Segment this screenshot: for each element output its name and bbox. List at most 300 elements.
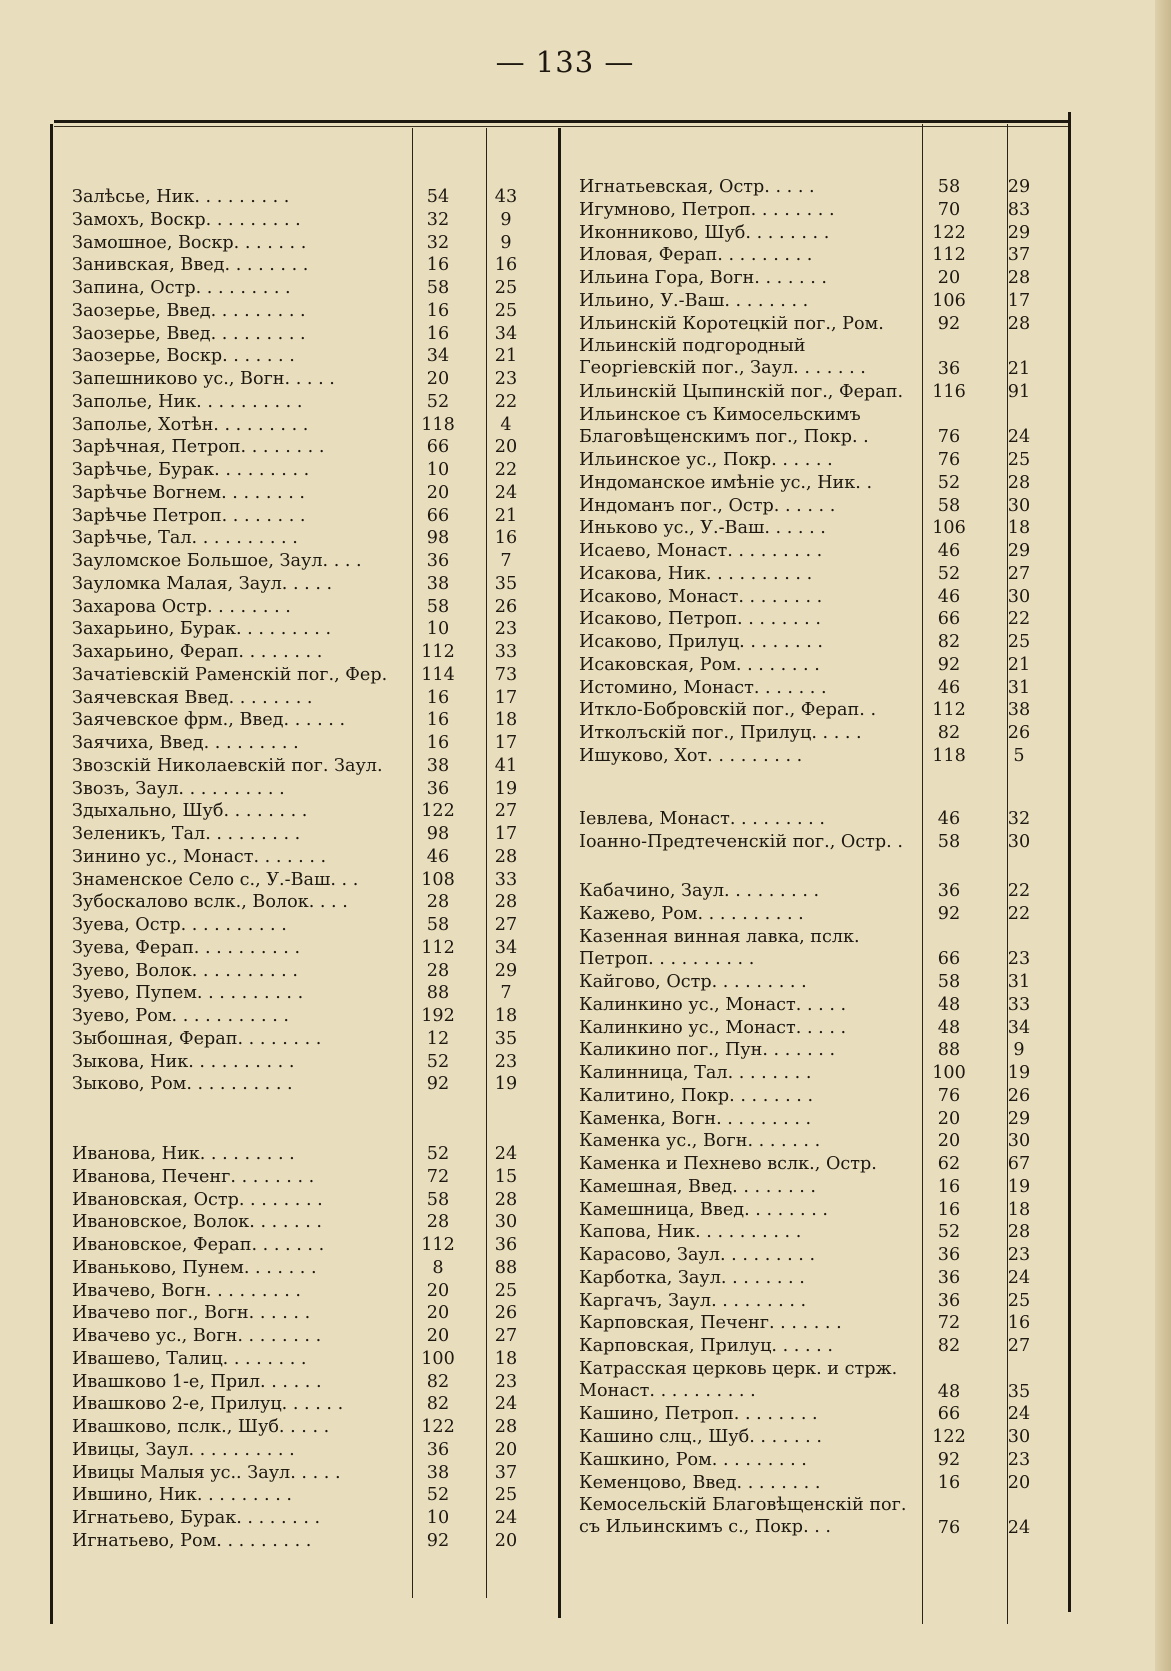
entry-number: 38 [1007, 700, 1031, 721]
page-reference: 36 [426, 1439, 450, 1460]
page-reference: 58 [426, 915, 450, 935]
place-name: Зарѣчье, Тал. . . . . . . . . . [72, 528, 298, 549]
place-name: Іевлева, Монаст. . . . . . . . . [579, 809, 825, 829]
page-reference: 36 [937, 1267, 961, 1288]
entry-number: 27 [1007, 1336, 1031, 1356]
entry-number: 17 [494, 733, 518, 753]
index-entry [72, 937, 522, 960]
entry-number: 22 [1007, 609, 1031, 630]
entry-number: 37 [1007, 245, 1031, 266]
place-name: Исаково, Петроп. . . . . . . . [579, 609, 821, 630]
page-reference: 38 [426, 573, 450, 594]
index-entry [72, 232, 522, 255]
page-reference: 10 [426, 460, 450, 480]
index-entry [72, 846, 522, 869]
place-name: Зуева, Ферап. . . . . . . . . . [72, 937, 301, 958]
entry-number: 28 [1007, 472, 1031, 493]
index-entry [72, 1484, 522, 1507]
place-name: Ивицы Малыя ус.. Заул. . . . . [72, 1462, 341, 1483]
place-name: Иванова, Печенг. . . . . . . . [72, 1166, 315, 1187]
index-entry [72, 527, 522, 550]
index-entry [579, 267, 1059, 290]
place-name: Калитино, Покр. . . . . . . . [579, 1085, 814, 1106]
left-border-rule [50, 124, 53, 1624]
entry-number: 22 [1007, 903, 1031, 924]
index-entry [72, 1211, 522, 1234]
index-entry [579, 290, 1059, 313]
entry-number: 18 [494, 1006, 518, 1026]
place-name: Зубоскалово вслк., Волок. . . . [72, 892, 348, 913]
index-entry [72, 345, 522, 368]
index-entry [72, 1005, 522, 1028]
index-entry [579, 1472, 1059, 1495]
page-reference: 36 [937, 359, 961, 379]
place-name: Индоманъ пог., Остр. . . . . . [579, 495, 836, 516]
index-entry [579, 1494, 1059, 1540]
index-entry [579, 1426, 1059, 1449]
page-reference: 32 [426, 209, 450, 230]
header-rule [54, 120, 1070, 123]
index-entry [579, 1403, 1059, 1426]
entry-number: 24 [494, 482, 518, 503]
entry-number: 23 [1007, 1449, 1031, 1470]
index-entry [72, 755, 522, 778]
index-entry [579, 404, 1059, 450]
place-name: Ишуково, Хот. . . . . . . . . [579, 745, 803, 766]
page-reference: 122 [932, 222, 966, 243]
place-name: Исаковская, Ром. . . . . . . . [579, 654, 820, 675]
entry-number: 16 [1007, 1313, 1031, 1334]
index-entry [579, 176, 1059, 199]
index-entry [72, 869, 522, 892]
index-entry [579, 1017, 1059, 1040]
place-name: Карботка, Заул. . . . . . . . [579, 1267, 805, 1288]
page-reference: 16 [426, 733, 450, 753]
place-name: Заполье, Хотѣн. . . . . . . . . [72, 414, 309, 435]
entry-number: 35 [494, 1028, 518, 1049]
place-name: Зарѣчье, Бурак. . . . . . . . . [72, 460, 310, 480]
place-name: Ильина Гора, Вогн. . . . . . . [579, 268, 827, 288]
page-reference: 10 [426, 1508, 450, 1528]
page-reference: 58 [937, 972, 961, 992]
entry-number: 26 [494, 1303, 518, 1324]
entry-number: 91 [1007, 381, 1031, 402]
entry-number: 23 [494, 1051, 518, 1072]
index-entry [72, 391, 522, 414]
index-entry [72, 573, 522, 596]
page-reference: 16 [426, 687, 450, 708]
entry-number: 25 [1007, 632, 1031, 652]
page-reference: 92 [426, 1074, 450, 1095]
entry-number: 22 [494, 391, 518, 412]
place-name: Калинкино ус., Монаст. . . . . [579, 994, 847, 1015]
index-entry [579, 244, 1059, 267]
index-entry [72, 641, 522, 664]
entry-number: 33 [494, 642, 518, 662]
entry-number: 5 [1013, 745, 1025, 766]
entry-number: 41 [494, 755, 518, 776]
place-name: Ившино, Ник. . . . . . . . . [72, 1485, 292, 1506]
entry-number: 18 [1007, 1199, 1031, 1220]
place-name: Захарьино, Бурак. . . . . . . . . [72, 619, 332, 640]
page-reference: 62 [937, 1154, 961, 1174]
index-entry [72, 982, 522, 1005]
index-entry [579, 540, 1059, 563]
page-reference: 38 [426, 755, 450, 776]
page-reference: 52 [937, 1222, 961, 1243]
page-reference: 20 [426, 1280, 450, 1301]
index-entry [72, 1257, 522, 1280]
entry-number: 21 [494, 505, 518, 526]
page-reference: 106 [932, 518, 966, 539]
entry-number: 23 [494, 369, 518, 389]
index-entry [579, 1176, 1059, 1199]
page-reference: 58 [426, 278, 450, 298]
place-name: Камешница, Введ. . . . . . . . [579, 1199, 828, 1220]
page-reference: 32 [426, 232, 450, 253]
entry-number: 22 [494, 460, 518, 480]
entry-number: 28 [494, 892, 518, 913]
index-entry [579, 1221, 1059, 1244]
index-entry [72, 1348, 522, 1371]
place-name: Индоманское имѣніе ус., Ник. . [579, 472, 873, 493]
place-name: Ильино, У.-Ваш. . . . . . . . [579, 290, 809, 311]
page-reference: 118 [421, 414, 455, 435]
place-name: Заозерье, Введ. . . . . . . . . [72, 323, 306, 344]
index-entry [579, 994, 1059, 1017]
page-reference: 46 [426, 846, 450, 867]
place-name: Игнатьево, Ром. . . . . . . . . [72, 1530, 312, 1551]
index-entry [579, 831, 1059, 854]
page-reference: 58 [937, 831, 961, 852]
page-reference: 76 [937, 427, 961, 448]
page-number: — 133 — [495, 45, 635, 79]
entry-number: 17 [494, 687, 518, 708]
index-entry [72, 277, 522, 300]
entry-number: 25 [1007, 1290, 1031, 1311]
entry-number: 34 [494, 323, 518, 344]
page-reference: 76 [937, 1518, 961, 1538]
place-name: Каменка ус., Вогн. . . . . . . [579, 1131, 821, 1152]
entry-number: 30 [494, 1212, 518, 1233]
entry-number: 19 [494, 778, 518, 799]
page-reference: 36 [426, 778, 450, 799]
page-reference: 58 [426, 1189, 450, 1210]
index-entry [579, 586, 1059, 609]
page-reference: 8 [432, 1257, 444, 1278]
place-name: Звозъ, Заул. . . . . . . . . . [72, 778, 285, 799]
index-entry [72, 1462, 522, 1485]
entry-number: 29 [1007, 177, 1031, 197]
right-border-rule [1068, 112, 1071, 1612]
entry-number: 29 [494, 960, 518, 981]
page-reference: 72 [937, 1313, 961, 1334]
page-reference: 88 [937, 1040, 961, 1061]
page-reference: 20 [937, 1131, 961, 1152]
place-name: Занивская, Введ. . . . . . . . [72, 255, 309, 276]
page-reference: 76 [937, 1085, 961, 1106]
page-reference: 36 [937, 881, 961, 901]
page-reference: 112 [421, 937, 455, 958]
entry-number: 33 [1007, 994, 1031, 1015]
place-name: Кайгово, Остр. . . . . . . . . [579, 972, 807, 992]
index-entry [72, 618, 522, 641]
page-reference: 20 [937, 268, 961, 288]
entry-number: 20 [494, 437, 518, 458]
place-name: Карповская, Печенг. . . . . . . [579, 1313, 842, 1334]
entry-number: 25 [494, 1485, 518, 1506]
page-reference: 46 [937, 677, 961, 698]
place-name: Ивашково, пслк., Шуб. . . . . [72, 1417, 330, 1437]
entry-number: 16 [494, 255, 518, 276]
entry-number: 26 [1007, 723, 1031, 743]
place-name: Игумново, Петроп. . . . . . . . [579, 199, 835, 220]
index-entry [72, 209, 522, 232]
page-reference: 16 [937, 1176, 961, 1197]
entry-number: 30 [1007, 586, 1031, 607]
place-name: Ивачево пог., Вогн. . . . . . [72, 1303, 311, 1324]
page-reference: 48 [937, 1381, 961, 1402]
index-entry [579, 1039, 1059, 1062]
entry-number: 83 [1007, 199, 1031, 220]
page-reference: 82 [937, 632, 961, 652]
entry-number: 30 [1007, 831, 1031, 852]
place-name: Карповская, Прилуц. . . . . . [579, 1336, 833, 1356]
entry-number: 9 [1013, 1040, 1025, 1061]
entry-number: 27 [494, 915, 518, 935]
place-name: Кашино, Петроп. . . . . . . . [579, 1404, 818, 1425]
entry-number: 20 [494, 1439, 518, 1460]
place-name: Заячевская Введ. . . . . . . . [72, 687, 313, 708]
page-reference: 52 [426, 1485, 450, 1506]
index-entry [72, 709, 522, 732]
entry-number: 16 [494, 528, 518, 549]
page-reference: 16 [426, 323, 450, 344]
index-entry [72, 550, 522, 573]
index-entry [579, 608, 1059, 631]
entry-number: 88 [494, 1257, 518, 1278]
place-name: Ивачево ус., Вогн. . . . . . . . [72, 1326, 322, 1346]
page-reference: 88 [426, 983, 450, 1004]
entry-number: 27 [1007, 563, 1031, 584]
index-entry [579, 699, 1059, 722]
index-entry [72, 1280, 522, 1303]
place-name: Кабачино, Заул. . . . . . . . . [579, 881, 820, 901]
entry-number: 24 [1007, 1404, 1031, 1425]
place-name: Каргачъ, Заул. . . . . . . . . [579, 1290, 807, 1311]
place-name: Истомино, Монаст. . . . . . . [579, 677, 827, 698]
place-name: Иньково ус., У.-Ваш. . . . . . [579, 518, 826, 539]
place-name: Залѣсье, Ник. . . . . . . . . [72, 187, 290, 207]
entry-number: 24 [494, 1508, 518, 1528]
index-entry [579, 495, 1059, 518]
place-name: Каменка, Вогн. . . . . . . . . [579, 1108, 812, 1129]
entry-number: 26 [494, 596, 518, 617]
index-entry [579, 1267, 1059, 1290]
place-name: Кеменцово, Введ. . . . . . . . [579, 1472, 821, 1493]
place-name: Кашкино, Ром. . . . . . . . . [579, 1449, 807, 1470]
page-reference: 72 [426, 1166, 450, 1187]
place-name: Зеленикъ, Тал. . . . . . . . . [72, 824, 301, 844]
page-reference: 66 [937, 609, 961, 630]
place-name: Ивашево, Талиц. . . . . . . . [72, 1348, 307, 1369]
page-reference: 46 [937, 586, 961, 607]
entry-number: 20 [1007, 1472, 1031, 1493]
place-name: Ильинскій Цыпинскій пог., Ферап. [579, 381, 904, 402]
place-name: Игнатьевская, Остр. . . . . [579, 177, 815, 197]
page-reference: 82 [937, 723, 961, 743]
index-entry [72, 436, 522, 459]
place-name: Катрасская церковь церк. и стрж. Монаст. . . . . . . . . . [579, 1358, 898, 1401]
page-reference: 122 [421, 1417, 455, 1437]
page-reference: 20 [426, 1303, 450, 1324]
entry-number: 73 [494, 664, 518, 685]
place-name: Каменка и Пехнево вслк., Остр. [579, 1154, 877, 1174]
index-entry [579, 1449, 1059, 1472]
index-entry [72, 505, 522, 528]
entry-number: 17 [494, 824, 518, 844]
page-reference: 66 [426, 437, 450, 458]
page-reference: 16 [937, 1472, 961, 1493]
index-entry [579, 1108, 1059, 1131]
entry-number: 26 [1007, 1085, 1031, 1106]
place-name: Зыбошная, Ферап. . . . . . . . [72, 1028, 322, 1049]
place-name: Зуево, Волок. . . . . . . . . . [72, 960, 298, 981]
entry-number: 67 [1007, 1154, 1031, 1174]
entry-number: 28 [494, 846, 518, 867]
place-name: Зинино ус., Монаст. . . . . . . [72, 846, 327, 867]
page-reference: 54 [426, 187, 450, 207]
entry-number: 21 [1007, 359, 1031, 379]
page-reference: 34 [426, 346, 450, 367]
index-entry [579, 381, 1059, 404]
entry-number: 21 [494, 346, 518, 367]
entry-number: 27 [494, 801, 518, 822]
place-name: Капова, Ник. . . . . . . . . . [579, 1222, 802, 1243]
place-name: Кемосельскій Благовѣщенскій пог. съ Ильинскимъ с., Покр. . . [579, 1495, 907, 1538]
page-reference: 16 [426, 710, 450, 731]
place-name: Зауломка Малая, Заул. . . . . [72, 573, 333, 594]
place-name: Здыхально, Шуб. . . . . . . . [72, 801, 308, 822]
place-name: Исаково, Прилуц. . . . . . . . [579, 632, 824, 652]
entry-number: 19 [1007, 1176, 1031, 1197]
place-name: Знаменское Село с., У.-Ваш. . . [72, 869, 359, 890]
place-name: Исаково, Монаст. . . . . . . . [579, 586, 823, 607]
index-entry [72, 414, 522, 437]
page-reference: 112 [421, 1235, 455, 1255]
index-entry [72, 1166, 522, 1189]
entry-number: 30 [1007, 495, 1031, 516]
entry-number: 19 [494, 1074, 518, 1095]
index-entry [579, 971, 1059, 994]
place-name: Зуево, Ром. . . . . . . . . . . [72, 1006, 289, 1026]
place-name: Ильинскій подгородный Георгіевскій пог., Заул. . . . . . . [579, 336, 866, 379]
index-entry [72, 1371, 522, 1394]
page-reference: 28 [426, 892, 450, 913]
place-name: Звозскій Николаевскій пог. Заул. [72, 755, 383, 776]
page-reference: 106 [932, 290, 966, 311]
place-name: Карасово, Заул. . . . . . . . . [579, 1245, 816, 1265]
entry-number: 43 [494, 187, 518, 207]
index-entry [72, 960, 522, 983]
page-reference: 112 [421, 642, 455, 662]
place-name: Ивачево, Вогн. . . . . . . . . [72, 1280, 302, 1301]
page-reference: 58 [426, 596, 450, 617]
page-reference: 116 [932, 381, 966, 402]
entry-number: 35 [1007, 1381, 1031, 1402]
place-name: Ильинское съ Кимосельскимъ Благовѣщенскимъ пог., Покр. . [579, 404, 869, 447]
page-reference: 92 [937, 903, 961, 924]
entry-number: 23 [494, 619, 518, 640]
place-name: Зачатіевскій Раменскій пог., Фер. [72, 664, 388, 685]
entry-number: 27 [494, 1326, 518, 1346]
page-reference: 82 [937, 1336, 961, 1356]
page-reference: 16 [937, 1199, 961, 1220]
index-entry [579, 1244, 1059, 1267]
place-name: Калинница, Тал. . . . . . . . [579, 1063, 812, 1083]
page-reference: 58 [937, 177, 961, 197]
entry-number: 9 [500, 209, 512, 230]
index-entry [579, 1312, 1059, 1335]
place-name: Запина, Остр. . . . . . . . . [72, 278, 291, 298]
place-name: Иванова, Ник. . . . . . . . . [72, 1144, 295, 1164]
index-entry [72, 482, 522, 505]
page-reference: 16 [426, 255, 450, 276]
place-name: Ивановское, Ферап. . . . . . . [72, 1235, 325, 1255]
index-entry [72, 891, 522, 914]
place-name: Замошное, Воскр. . . . . . . [72, 232, 307, 253]
page-reference: 20 [937, 1108, 961, 1129]
page-reference: 92 [937, 313, 961, 334]
index-entry [579, 335, 1059, 381]
page-reference: 66 [937, 1404, 961, 1425]
page-reference: 100 [421, 1348, 455, 1369]
index-entry [579, 1130, 1059, 1153]
page-reference: 112 [932, 245, 966, 266]
entry-number: 18 [494, 1348, 518, 1369]
place-name: Кажево, Ром. . . . . . . . . . [579, 903, 804, 924]
entry-number: 7 [500, 983, 512, 1004]
index-entry [72, 1507, 522, 1530]
place-name: Ивашково 2-е, Прилуц. . . . . . [72, 1394, 344, 1415]
page-reference: 20 [426, 482, 450, 503]
index-entry [579, 199, 1059, 222]
index-entry [579, 631, 1059, 654]
place-name: Ильинское ус., Покр. . . . . . [579, 450, 833, 470]
entry-number: 25 [494, 1280, 518, 1301]
entry-number: 24 [1007, 1518, 1031, 1538]
place-name: Захарьино, Ферап. . . . . . . . [72, 642, 323, 662]
page-reference: 100 [932, 1063, 966, 1083]
page-reference: 28 [426, 960, 450, 981]
page-reference: 122 [932, 1427, 966, 1447]
index-entry [72, 1325, 522, 1348]
place-name: Зуево, Пупем. . . . . . . . . . [72, 983, 304, 1004]
entry-number: 35 [494, 573, 518, 594]
index-entry [72, 1073, 522, 1096]
entry-number: 24 [1007, 427, 1031, 448]
page-reference: 36 [937, 1290, 961, 1311]
page-reference: 58 [937, 495, 961, 516]
entry-number: 17 [1007, 290, 1031, 311]
page-reference: 36 [426, 551, 450, 571]
index-entry [72, 1302, 522, 1325]
index-entry [72, 1530, 522, 1553]
index-entry [72, 368, 522, 391]
index-entry [579, 563, 1059, 586]
entry-number: 29 [1007, 1108, 1031, 1129]
page-reference: 76 [937, 450, 961, 470]
